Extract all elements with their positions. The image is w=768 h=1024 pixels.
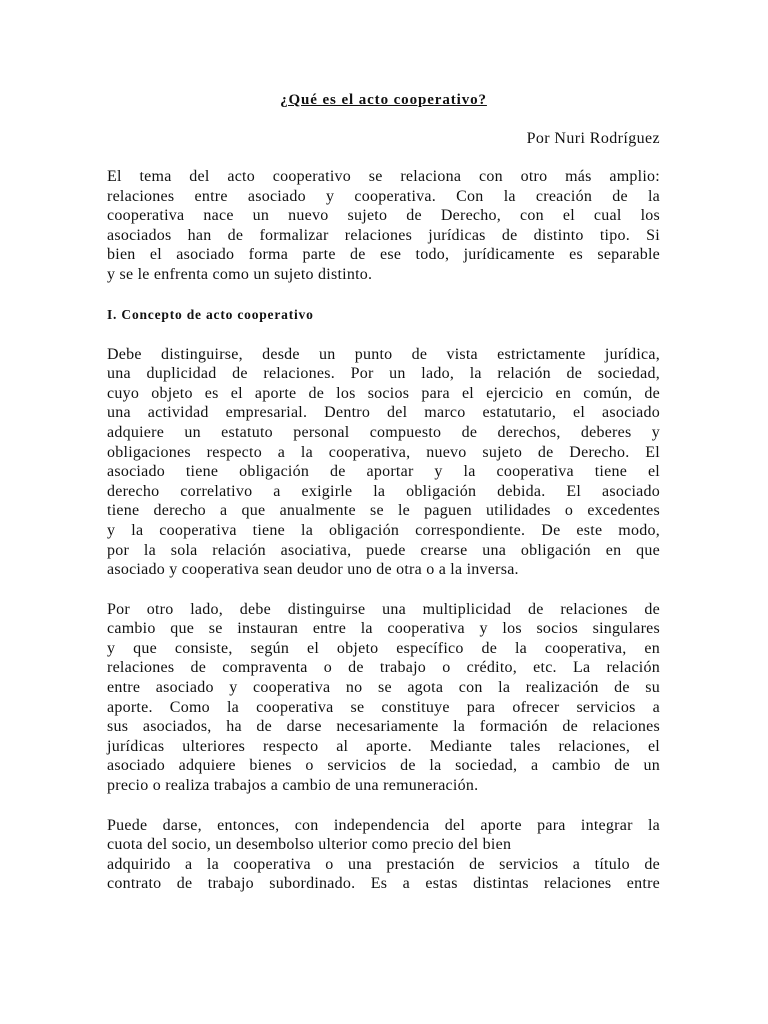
paragraph-line: relaciones de compraventa o de trabajo o crédito, etc. La relación bbox=[107, 659, 660, 677]
paragraph-line: cambio que se instauran entre la cooperativa y los socios singulares bbox=[107, 620, 660, 638]
paragraph-line: adquiere un estatuto personal compuesto de derechos, deberes y bbox=[107, 423, 660, 441]
paragraph-line: derecho correlativo a exigirle la obligación debida. El asociado bbox=[107, 482, 660, 500]
paragraph-line: y se le enfrenta como un sujeto distinto. bbox=[107, 265, 373, 283]
body-paragraph-3 bbox=[107, 816, 660, 894]
body-paragraph-2 bbox=[107, 600, 660, 796]
paragraph-line: El tema del acto cooperativo se relaciona con otro más amplio: bbox=[107, 168, 660, 185]
body-paragraph-1 bbox=[107, 345, 660, 580]
paragraph-line: aporte. Como la cooperativa se constituye para ofrecer servicios a bbox=[107, 698, 660, 716]
paragraph-line: y la cooperativa tiene la obligación correspondiente. De este modo, bbox=[107, 521, 660, 539]
intro-paragraph bbox=[107, 167, 660, 285]
paragraph-line: Puede darse, entonces, con independencia del aporte para integrar la bbox=[107, 816, 660, 834]
paragraph-line: asociados han de formalizar relaciones jurídicas de distinto tipo. Si bbox=[107, 226, 660, 244]
section-heading: I. Concepto de acto cooperativo bbox=[107, 306, 314, 322]
paragraph-line: una duplicidad de relaciones. Por un lado, la relación de sociedad, bbox=[107, 365, 660, 383]
author-byline: Por Nuri Rodríguez bbox=[526, 130, 660, 147]
paragraph-line: Debe distinguirse, desde un punto de vista estrictamente jurídica, bbox=[107, 345, 660, 363]
paragraph-line: cooperativa nace un nuevo sujeto de Derecho, con el cual los bbox=[107, 207, 660, 225]
paragraph-line: bien el asociado forma parte de ese todo, jurídicamente es separable bbox=[107, 246, 660, 264]
paragraph-line: entre asociado y cooperativa no se agota con la realización de su bbox=[107, 679, 660, 697]
paragraph-line: cuyo objeto es el aporte de los socios para el ejercicio en común, de bbox=[107, 384, 660, 402]
paragraph-line: asociado adquiere bienes o servicios de la sociedad, a cambio de un bbox=[107, 757, 660, 775]
paragraph-line: precio o realiza trabajos a cambio de una remuneración. bbox=[107, 777, 479, 795]
paragraph-line: cuota del socio, un desembolso ulterior como precio del bien bbox=[107, 836, 512, 854]
paragraph-line: contrato de trabajo subordinado. Es a estas distintas relaciones entre bbox=[107, 875, 660, 893]
paragraph-line: jurídicas ulteriores respecto al aporte. Mediante tales relaciones, el bbox=[107, 737, 660, 755]
paragraph-line: por la sola relación asociativa, puede crearse una obligación en que bbox=[107, 541, 660, 559]
document-page bbox=[107, 88, 660, 914]
paragraph-line: y que consiste, según el objeto específico de la cooperativa, en bbox=[107, 639, 660, 657]
paragraph-line: asociado tiene obligación de aportar y la cooperativa tiene el bbox=[107, 463, 660, 481]
paragraph-line: Por otro lado, debe distinguirse una multiplicidad de relaciones de bbox=[107, 600, 660, 618]
paragraph-line: asociado y cooperativa sean deudor uno de otra o a la inversa. bbox=[107, 561, 519, 579]
paragraph-line: sus asociados, ha de darse necesariamente la formación de relaciones bbox=[107, 718, 660, 736]
paragraph-line: obligaciones respecto a la cooperativa, nuevo sujeto de Derecho. El bbox=[107, 443, 660, 461]
paragraph-line: una actividad empresarial. Dentro del marco estatutario, el asociado bbox=[107, 404, 660, 422]
paragraph-line: relaciones entre asociado y cooperativa. Con la creación de la bbox=[107, 187, 660, 205]
paragraph-line: tiene derecho a que anualmente se le paguen utilidades o excedentes bbox=[107, 502, 660, 520]
paragraph-line: adquirido a la cooperativa o una prestación de servicios a título de bbox=[107, 855, 660, 873]
document-title: ¿Qué es el acto cooperativo? bbox=[280, 92, 487, 108]
